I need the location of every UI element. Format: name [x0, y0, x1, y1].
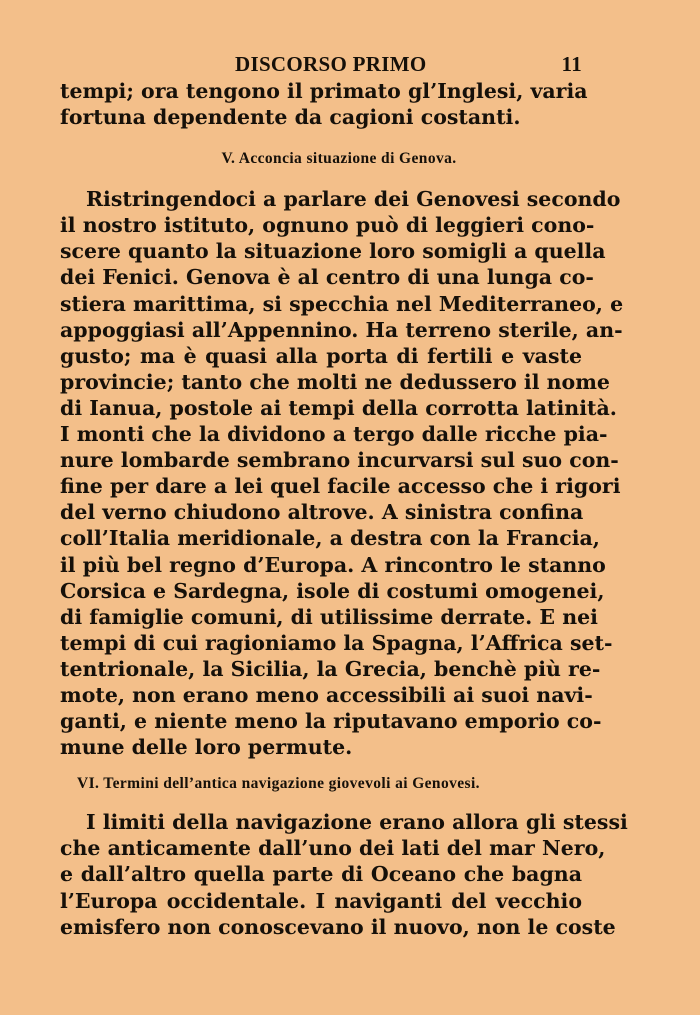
text-line: di Ianua, postole ai tempi della corrotta latinità. [60, 395, 617, 420]
text-line: coll’Italia meridionale, a destra con la Francia, [60, 526, 600, 551]
text-line: mote, non erano meno accessibili ai suoi navi- [60, 682, 593, 707]
text-line: l’Europa occidentale. I naviganti del vecchio [60, 888, 582, 913]
text-line: tempi di cui ragioniamo la Spagna, l’Affrica set- [60, 630, 613, 655]
text-line: fortuna dependente da cagioni costanti. [60, 105, 521, 130]
text-line: I limiti della navigazione erano allora gli stessi [86, 810, 628, 835]
text-line: ganti, e niente meno la riputavano emporio co- [60, 709, 602, 734]
section-vi-paragraph [60, 809, 628, 939]
text-line: dei Fenici. Genova è al centro di una lunga co- [60, 265, 594, 290]
text-line: appoggiasi all’Appennino. Ha terreno sterile, an- [60, 317, 623, 342]
text-line: nure lombarde sembrano incurvarsi sul suo con- [60, 448, 619, 473]
text-line: tempi; ora tengono il primato gl’Inglesi, varia [60, 79, 588, 103]
text-line: tentrionale, la Sicilia, la Grecia, benchè più re- [60, 656, 601, 681]
text-line: fine per dare a lei quel facile accesso che i rigori [60, 474, 621, 499]
section-heading-vi: VI. Termini dell’antica navigazione giovevoli ai Genovesi. [77, 775, 480, 793]
running-head [60, 48, 582, 78]
running-title: DISCORSO PRIMO [235, 52, 427, 76]
text-line: Ristringendoci a parlare dei Genovesi secondo [86, 187, 621, 212]
text-line: del verno chiudono altrove. A sinistra confina [60, 500, 584, 525]
text-line: mune delle loro permute. [60, 735, 353, 760]
text-line: Corsica e Sardegna, isole di costumi omogenei, [60, 578, 605, 603]
text-line: emisfero non conoscevano il nuovo, non le coste [60, 914, 616, 939]
text-line: che anticamente dall’uno dei lati del mar Nero, [60, 836, 606, 861]
text-line: stiera marittima, si specchia nel Mediterraneo, e [60, 291, 624, 316]
text-line: I monti che la dividono a tergo dalle ricche pia- [60, 422, 608, 447]
text-line: scere quanto la situazione loro somigli a quella [60, 239, 606, 264]
section-v-paragraph [60, 186, 624, 760]
intro-paragraph [60, 78, 588, 130]
text-line: e dall’altro quella parte di Oceano che bagna [60, 862, 582, 887]
text-line: provincie; tanto che molti ne dedussero il nome [60, 369, 610, 394]
text-line: il nostro istituto, ognuno può di leggieri cono- [60, 213, 595, 238]
text-line: gusto; ma è quasi alla porta di fertili e vaste [60, 343, 582, 368]
section-heading-v: V. Acconcia situazione di Genova. [221, 150, 457, 168]
page-number: 11 [561, 52, 582, 76]
text-line: di famiglie comuni, di utilissime derrate. E nei [60, 604, 598, 629]
text-line: il più bel regno d’Europa. A rincontro le stanno [60, 552, 606, 577]
book-page [60, 48, 628, 940]
